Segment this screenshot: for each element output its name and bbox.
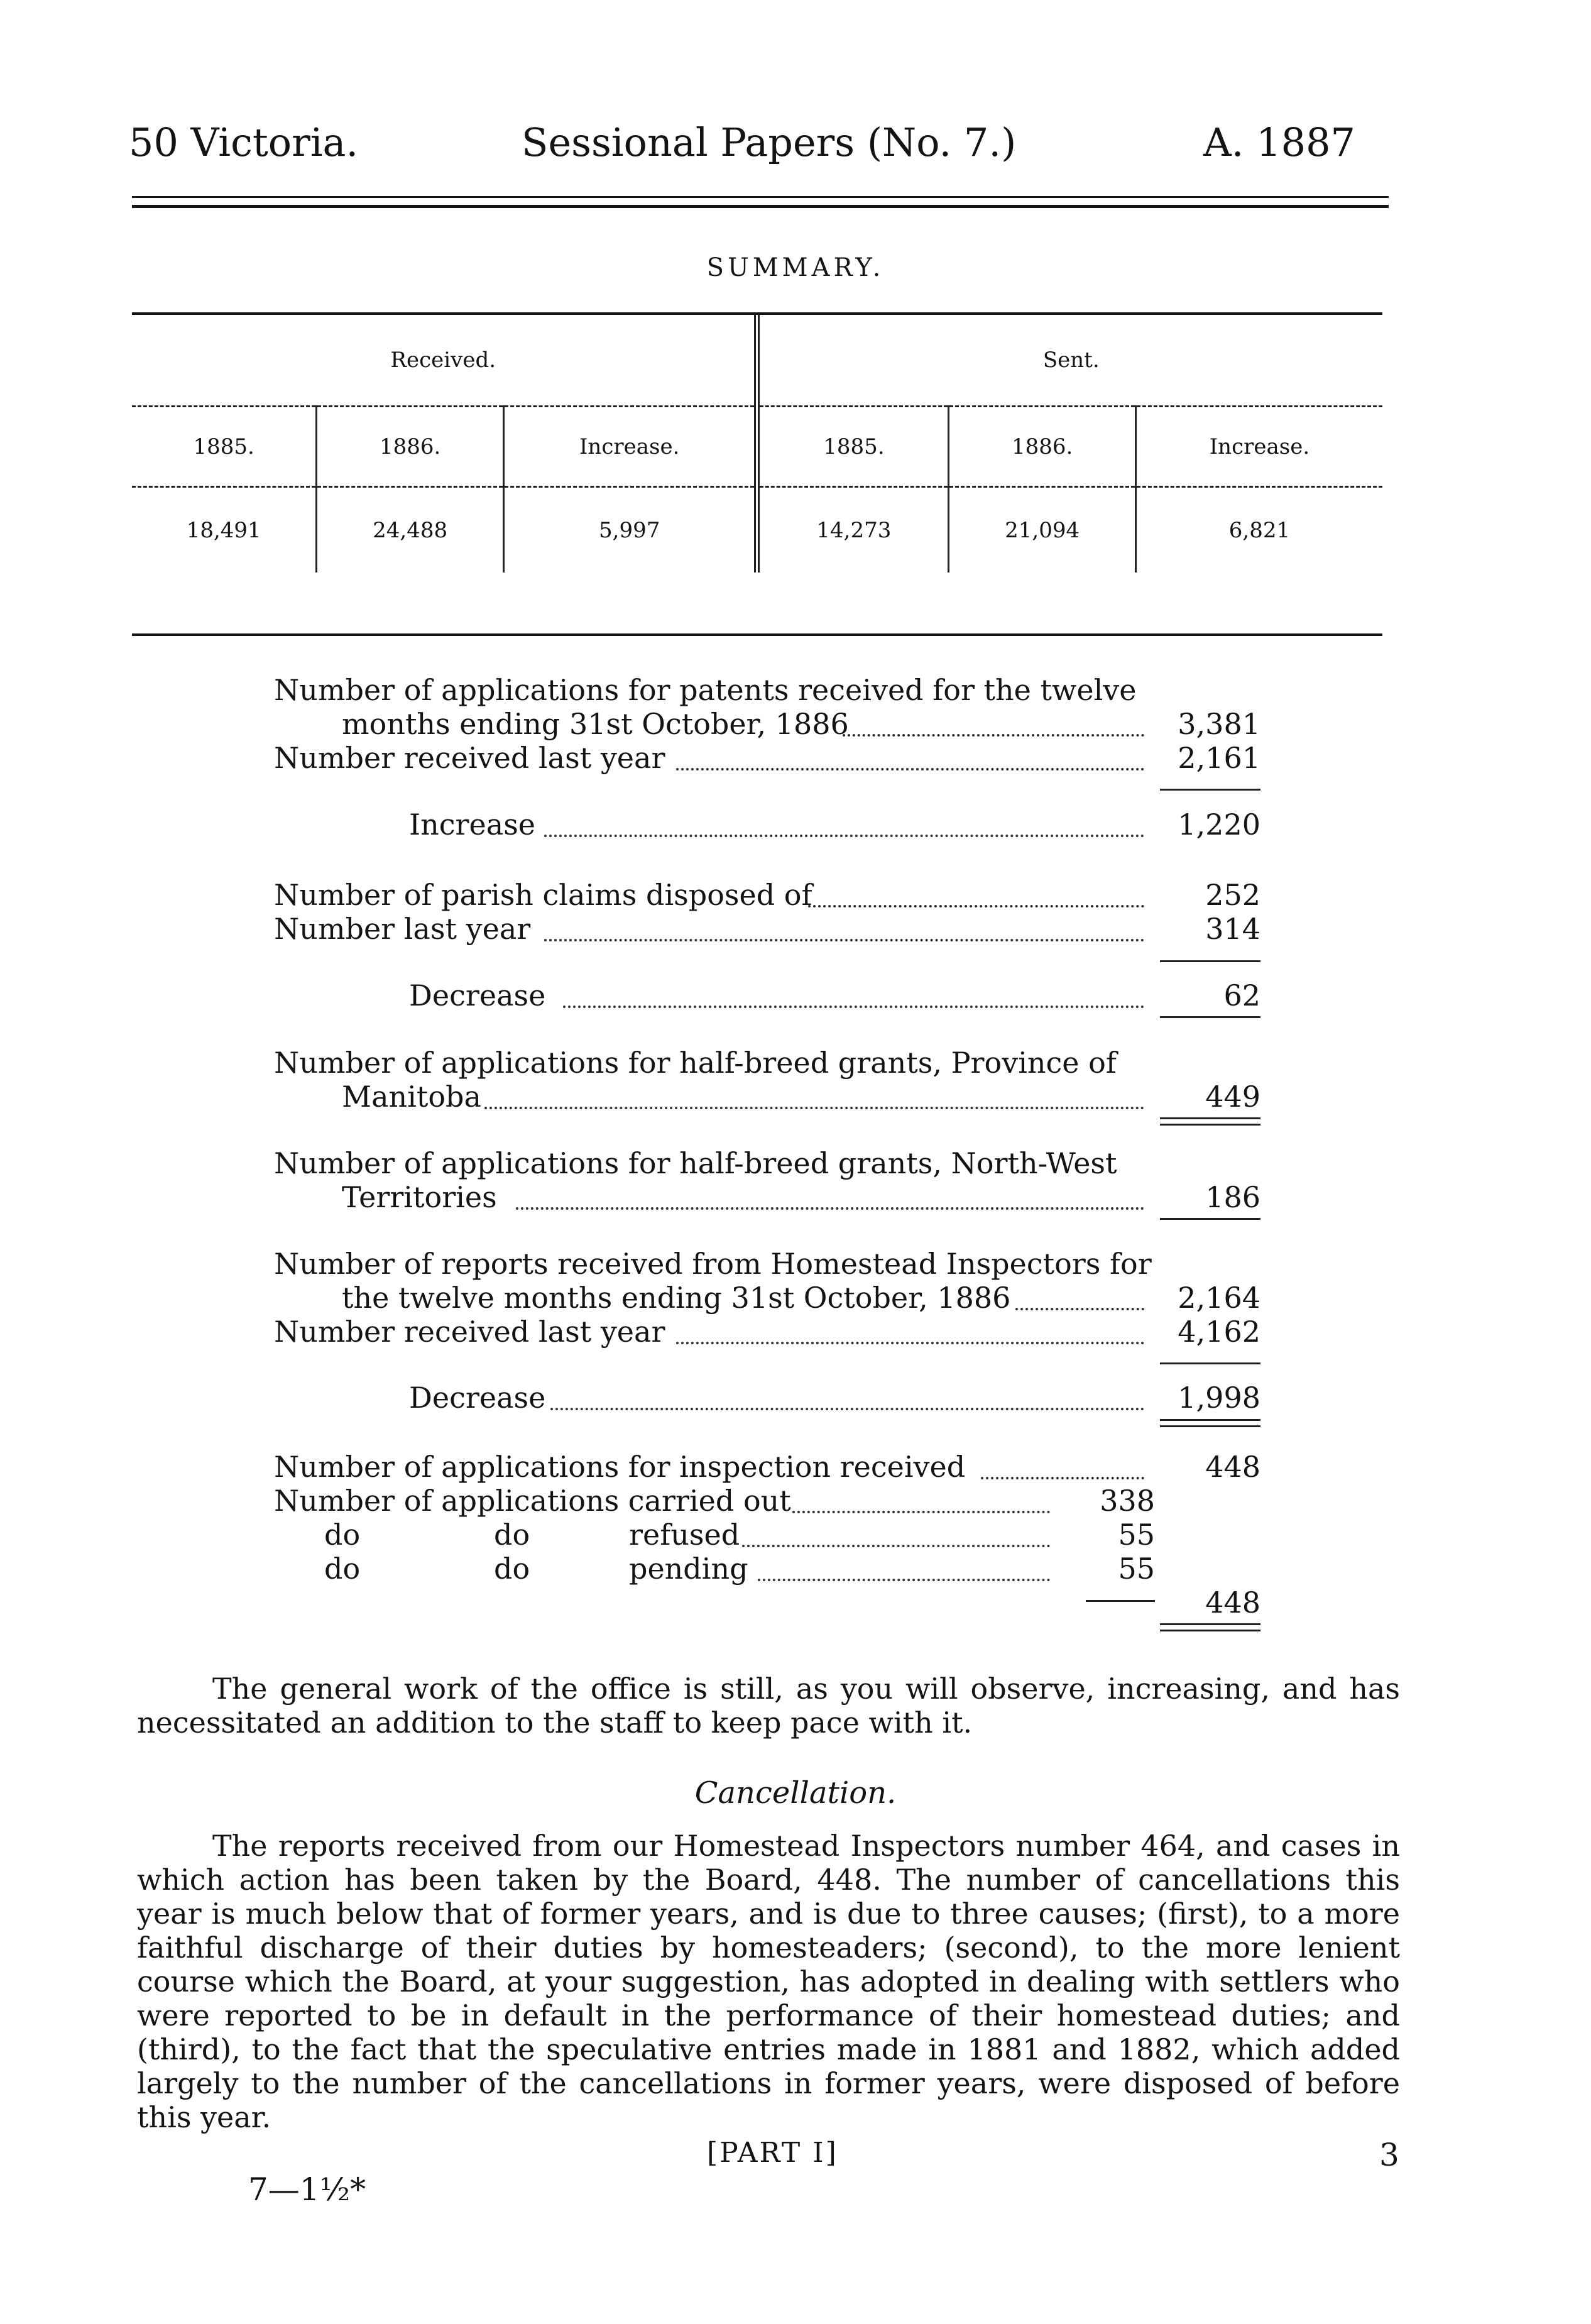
sum-line [1160,789,1260,791]
parish-decrease-value: 62 [1223,978,1260,1012]
leader-dots [808,905,1144,907]
sum-line [1160,1016,1260,1018]
patents-value: 3,381 [1178,707,1260,741]
col-header-sent-1885: 1885. [757,407,949,487]
inspection-total: 448 [1205,1586,1260,1620]
parish-label: Number of parish claims disposed of [274,878,812,912]
summary-bottom-rule [132,633,1382,636]
cell-received-increase: 5,997 [503,487,757,573]
leader-dots [544,835,1144,837]
patents-increase-label: Increase [409,808,536,841]
carried-value: 338 [1100,1484,1155,1518]
col-header-sent-1886: 1886. [949,407,1136,487]
header-rule-bottom [132,205,1389,208]
pending-value: 55 [1118,1552,1155,1586]
page-number: 3 [1379,2137,1399,2173]
reports-decrease-label: Decrease [409,1381,546,1415]
leader-dots [742,1545,1050,1547]
cell-received-1885: 18,491 [186,517,261,543]
leader-dots [544,939,1144,941]
sum-line [1160,1218,1260,1220]
statistics-block [274,672,1260,1634]
leader-dots [676,768,1144,770]
leader-dots [676,1342,1144,1344]
leader-dots [563,1006,1144,1008]
footer-center: [PART I] [707,2137,838,2169]
leader-dots [758,1579,1050,1581]
manitoba-value: 449 [1205,1080,1260,1114]
reports-last-label: Number received last year [274,1315,665,1349]
sent-group-header: Sent. [757,314,1382,407]
cancellation-paragraph: The reports received from our Homestead Inspectors number 464, and cases in which action has been taken by the Board, 448. The number of cancellations this year is much below that of former years, and is due to three causes; (first), to a more faithful discharge of their duties by homesteaders; (second), to the more lenient course which the Board, at your suggestion, has adopted in dealing with settlers who were reported to be in default in the performance of their homestead duties; and (third), to the fact that the speculative entries made in 1881 and 1882, which added largely to the number of the cancellations in former years, were disposed of before this year. [137,1829,1400,2134]
patents-line1: Number of applications for patents received for the twelve [274,673,1137,707]
double-line [1160,1623,1260,1631]
summary-table [132,314,1382,573]
reports-line2: the twelve months ending 31st October, 1886 [342,1281,1011,1315]
header-rule-top [132,196,1389,198]
cancellation-heading: Cancellation. [694,1775,897,1811]
carried-label: Number of applications carried out [274,1484,791,1518]
leader-dots [792,1511,1050,1513]
sum-line [1160,1362,1260,1364]
sum-line [1086,1600,1155,1602]
ditto-1: do [324,1518,361,1552]
col-header-sent-increase: Increase. [1135,407,1382,487]
parish-last-value: 314 [1205,912,1260,946]
parish-last-label: Number last year [274,912,531,946]
nwt-line1: Number of applications for half-breed grants, North-West [274,1146,1117,1180]
header-center: Sessional Papers (No. 7.) [522,119,1017,165]
cell-sent-1885: 14,273 [757,487,949,573]
summary-title: SUMMARY. [706,253,885,282]
patents-line2: months ending 31st October, 1886 [342,707,849,741]
patents-last-label: Number received last year [274,741,665,775]
reports-last-value: 4,162 [1178,1315,1260,1349]
cell-sent-1886: 21,094 [949,487,1136,573]
general-work-paragraph: The general work of the office is still, as you will observe, increasing, and has necessitated an addition to the staff to keep pace with it. [137,1672,1400,1740]
cell-sent-increase: 6,821 [1135,487,1382,573]
reports-value: 2,164 [1178,1281,1260,1315]
col-header-received-1886: 1886. [317,407,504,487]
ditto-2: do [494,1518,530,1552]
double-line [1160,1117,1260,1126]
leader-dots [516,1207,1144,1210]
received-group-header: Received. [132,314,757,407]
refused-label: refused [629,1518,740,1552]
ditto-3: do [324,1552,361,1586]
header-right: A. 1887 [1203,119,1355,165]
nwt-value: 186 [1205,1180,1260,1214]
header-left: 50 Victoria. [129,119,359,165]
reports-decrease-value: 1,998 [1178,1381,1260,1415]
inspection-value: 448 [1205,1450,1260,1484]
pending-label: pending [629,1552,748,1586]
nwt-line2: Territories [342,1180,497,1214]
leader-dots [1015,1308,1144,1310]
patents-increase-value: 1,220 [1178,808,1260,841]
leader-dots [843,734,1144,737]
double-line [1160,1419,1260,1427]
parish-decrease-label: Decrease [409,978,546,1012]
footer-left: 7—1½* [248,2171,366,2208]
leader-dots [981,1477,1144,1479]
patents-last-value: 2,161 [1178,741,1260,775]
sum-line [1160,960,1260,962]
ditto-4: do [494,1552,530,1586]
cell-received-1886: 24,488 [317,487,504,573]
leader-dots [550,1408,1144,1410]
inspection-label: Number of applications for inspection received [274,1450,966,1484]
leader-dots [484,1107,1144,1109]
manitoba-line2: Manitoba [342,1080,481,1114]
parish-value: 252 [1205,878,1260,912]
col-header-received-1885: 1885. [132,407,317,487]
manitoba-line1: Number of applications for half-breed grants, Province of [274,1046,1117,1080]
reports-line1: Number of reports received from Homestead Inspectors for [274,1247,1152,1281]
refused-value: 55 [1118,1518,1155,1552]
col-header-received-increase: Increase. [503,407,757,487]
